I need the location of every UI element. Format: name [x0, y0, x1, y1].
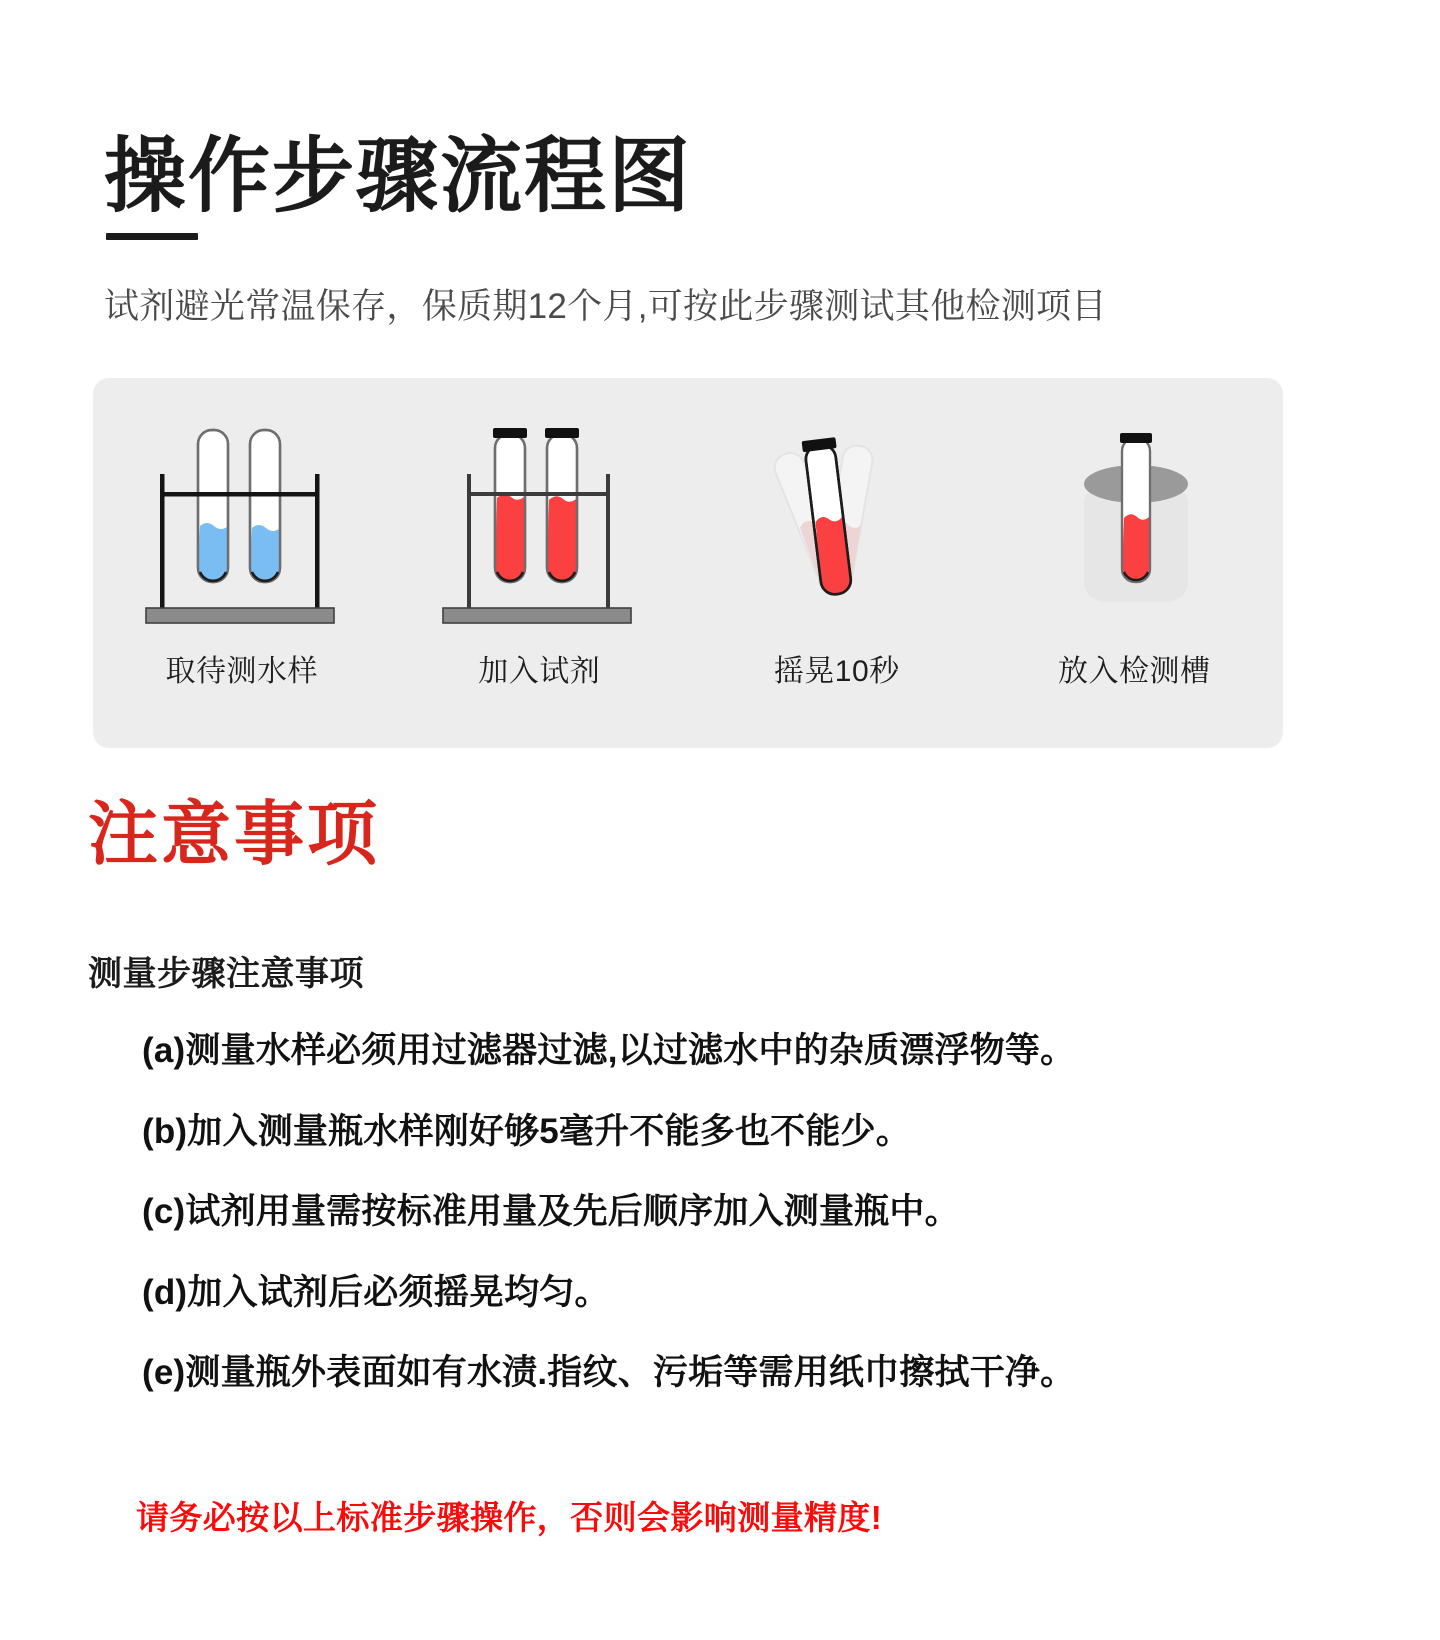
step-add-reagent — [399, 422, 679, 690]
step-label: 取待测水样 — [165, 655, 318, 688]
test-tube-rack-red-icon — [419, 422, 659, 632]
step-take-water-sample — [102, 422, 382, 690]
tube-in-slot-icon — [1014, 422, 1254, 632]
notice-warning-text: 请务必按以上标准步骤操作，否则会影响测量精度! — [136, 1499, 883, 1536]
title-underline-rule — [106, 233, 198, 240]
steps-row — [93, 378, 1283, 748]
notice-heading: 注意事项 — [88, 795, 380, 873]
step-label: 摇晃10秒 — [773, 655, 900, 688]
page-title: 操作步骤流程图 — [104, 130, 693, 222]
page-subtitle: 试剂避光常温保存，保质期12个月,可按此步骤测试其他检测项目 — [104, 287, 1107, 326]
shaking-tube-icon — [717, 422, 957, 632]
step-insert-into-detection-slot — [994, 422, 1274, 690]
test-tube-rack-blue-icon — [122, 422, 362, 632]
notice-item-c: (c)试剂用量需按标准用量及先后顺序加入测量瓶中。 — [142, 1192, 960, 1232]
steps-panel — [93, 378, 1283, 748]
step-shake-10-seconds — [697, 422, 977, 690]
step-label: 加入试剂 — [478, 655, 601, 688]
notice-item-e: (e)测量瓶外表面如有水渍.指纹、污垢等需用纸巾擦拭干净。 — [142, 1353, 1076, 1393]
notice-list — [142, 1028, 1322, 1431]
step-label: 放入检测槽 — [1058, 655, 1211, 688]
notice-subheading: 测量步骤注意事项 — [88, 955, 364, 993]
notice-item-b: (b)加入测量瓶水样刚好够5毫升不能多也不能少。 — [142, 1111, 911, 1151]
notice-item-a: (a)测量水样必须用过滤器过滤,以过滤水中的杂质漂浮物等。 — [142, 1031, 1076, 1070]
notice-item-d: (d)加入试剂后必须摇晃均匀。 — [142, 1272, 610, 1312]
